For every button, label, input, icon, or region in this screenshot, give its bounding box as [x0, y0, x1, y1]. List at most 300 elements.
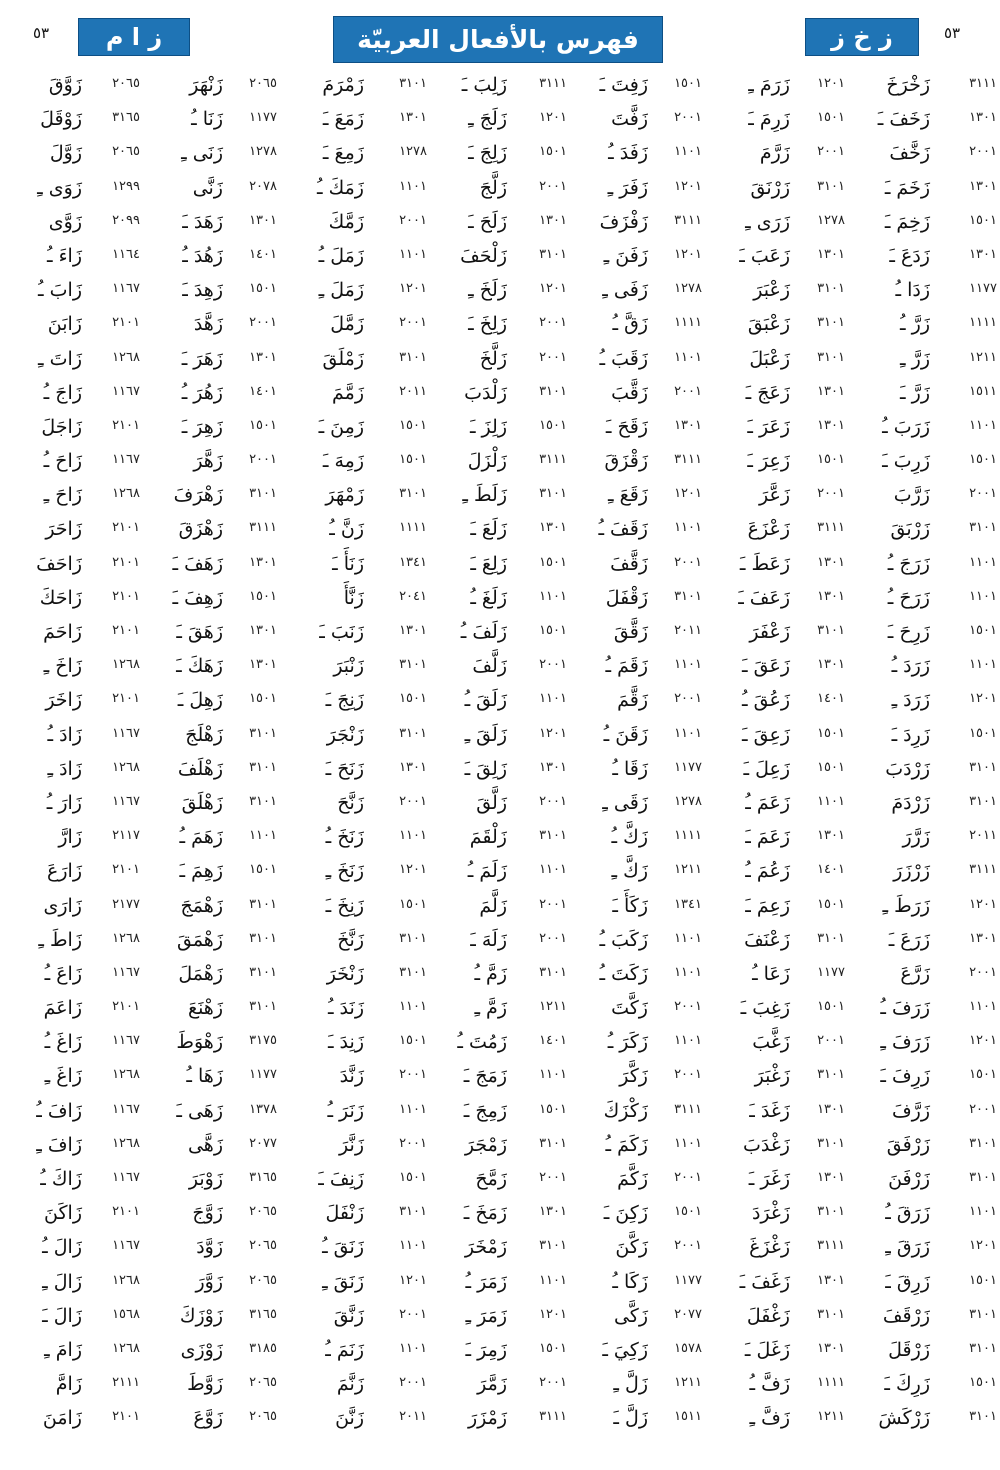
- pattern-code: ١٣٠١: [817, 246, 845, 262]
- verb-entry: زَلَّخَ: [479, 347, 507, 370]
- pattern-code: ١٥٠١: [249, 281, 277, 297]
- pattern-code: ١٥١١: [969, 383, 997, 399]
- verb-entry: زَفَدَ ـُ: [608, 142, 648, 165]
- pattern-code: ٣١٠١: [817, 349, 845, 365]
- verb-entry: زَلِبَ ـَ: [461, 74, 507, 96]
- verb-entry: زَهَكَ ـَ: [176, 655, 223, 678]
- verb-entry: زَعَا ـُ: [752, 962, 790, 985]
- verb-entry: زَهَرَ ـَ: [181, 347, 223, 370]
- verb-entry: زَهَى ـَ: [176, 1099, 223, 1122]
- index-row: [0, 1197, 1000, 1231]
- pattern-code: ١١١١: [674, 828, 702, 844]
- verb-entry: زَنَخَ ـُ: [325, 826, 364, 849]
- verb-entry: زَلَقَ ـِ: [464, 723, 507, 746]
- verb-entry: زَعَقَ ـَ: [742, 655, 790, 678]
- verb-entry: زَاجَلَ: [41, 415, 82, 438]
- pattern-code: ٣١٠١: [249, 896, 277, 912]
- pattern-code: ٢٠٩٩: [112, 212, 140, 228]
- pattern-code: ٣١٠١: [399, 486, 427, 502]
- pattern-code: ١٣٤١: [674, 896, 702, 912]
- pattern-code: ١١٠١: [674, 1033, 702, 1049]
- pattern-code: ١٢٦٨: [112, 1272, 140, 1288]
- verb-entry: زَهُدَ ـُ: [182, 244, 223, 267]
- pattern-code: ١٢٦٨: [112, 1340, 140, 1356]
- index-row: [0, 1095, 1000, 1129]
- pattern-code: ١٣٠١: [817, 554, 845, 570]
- verb-entry: زَلَجَ ـِ: [468, 108, 507, 131]
- pattern-code: ١١٠١: [674, 725, 702, 741]
- pattern-code: ١٥٠١: [969, 725, 997, 741]
- verb-entry: زَعَجَ ـَ: [745, 381, 790, 404]
- verb-entry: زَافَ ـِ: [36, 1133, 82, 1156]
- pattern-code: ١٥٧٨: [674, 1340, 702, 1356]
- pattern-code: ٣١٠١: [969, 759, 997, 775]
- verb-entry: زَلَفَ ـُ: [460, 621, 507, 643]
- verb-entry: زَمَّرَ: [477, 1373, 507, 1396]
- verb-entry: زَكَا ـُ: [612, 1270, 648, 1293]
- pattern-code: ١٢٠١: [539, 725, 567, 741]
- verb-entry: زَفِتَ ـَ: [599, 74, 648, 96]
- verb-entry: زَلَّجَ: [479, 176, 507, 199]
- pattern-code: ٣١٠١: [969, 1135, 997, 1151]
- pattern-code: ١١٠١: [399, 1101, 427, 1117]
- verb-entry: زَرْنَقَ: [750, 176, 790, 199]
- verb-entry: زَغْرَدَ: [751, 1202, 790, 1225]
- verb-entry: زَرَّ ـُ: [900, 313, 930, 336]
- pattern-code: ٣١٠١: [539, 828, 567, 844]
- verb-entry: زَعْبَرَ: [753, 279, 790, 302]
- pattern-code: ١١٠١: [399, 1340, 427, 1356]
- verb-entry: زَقَنَ ـُ: [603, 723, 648, 746]
- pattern-code: ٢٠٦٥: [249, 1272, 277, 1288]
- verb-entry: زَرِكَ ـَ: [884, 1373, 930, 1396]
- pattern-code: ٣١٠١: [969, 520, 997, 536]
- verb-entry: زَافَ ـُ: [36, 1099, 82, 1122]
- verb-entry: زَمَّلَ: [330, 313, 364, 336]
- verb-entry: زَنَّحَ: [337, 791, 364, 814]
- verb-entry: زَوَّلَ: [49, 142, 82, 165]
- verb-entry: زَرْكَشَ: [878, 1407, 930, 1430]
- verb-entry: زَنَرَ ـُ: [327, 1099, 364, 1122]
- verb-entry: زَهْرَفَ: [173, 484, 223, 507]
- pattern-code: ١١٠١: [539, 1067, 567, 1083]
- pattern-code: ٣١٠١: [969, 1409, 997, 1425]
- verb-entry: زَنَدَ ـُ: [327, 997, 364, 1020]
- verb-entry: زَغْفَلَ: [746, 1304, 790, 1327]
- index-row: [0, 548, 1000, 582]
- verb-entry: زَعَبَ ـَ: [739, 244, 790, 267]
- pattern-code: ١١٠١: [969, 554, 997, 570]
- pattern-code: ٢٠٠١: [817, 486, 845, 502]
- pattern-code: ٣١٠١: [399, 930, 427, 946]
- pattern-code: ١٤٠١: [817, 691, 845, 707]
- index-row: [0, 274, 1000, 308]
- verb-entry: زَرْبَقَ: [890, 518, 930, 541]
- pattern-code: ١٣٠١: [817, 1101, 845, 1117]
- pattern-code: ١٢٧٨: [249, 144, 277, 160]
- verb-entry: زَقَى ـِ: [602, 791, 648, 814]
- pattern-code: ٢٠٦٥: [249, 1204, 277, 1220]
- verb-entry: زَهْلَقَ: [181, 791, 223, 814]
- pattern-code: ٣١٠١: [817, 1204, 845, 1220]
- pattern-code: ١٥٠١: [817, 999, 845, 1015]
- pattern-code: ٢١٠١: [112, 417, 140, 433]
- verb-entry: زَقَّبَ: [611, 381, 648, 404]
- pattern-code: ٢١٠١: [112, 999, 140, 1015]
- verb-entry: زَرَقَ ـُ: [885, 1202, 930, 1225]
- verb-entry: زَفَنَ ـِ: [603, 244, 648, 267]
- verb-entry: زَعْبَقَ: [747, 313, 790, 336]
- pattern-code: ١٣٠١: [399, 759, 427, 775]
- verb-entry: زَكَمَ ـُ: [605, 1133, 648, 1156]
- verb-entry: زَمَكَ ـُ: [317, 176, 364, 199]
- verb-entry: زَعِرَ ـَ: [747, 450, 790, 473]
- pattern-code: ٢٠١١: [969, 828, 997, 844]
- verb-entry: زَهْلَجَ: [185, 723, 223, 746]
- verb-entry: زَمَعَ ـَ: [322, 108, 364, 131]
- pattern-code: ١١٦٧: [112, 383, 140, 399]
- pattern-code: ١١٦٧: [112, 281, 140, 297]
- pattern-code: ٣١٠١: [249, 793, 277, 809]
- pattern-code: ١٢٦٨: [112, 349, 140, 365]
- pattern-code: ٣١٦٥: [249, 1306, 277, 1322]
- verb-entry: زَعَرَ ـَ: [747, 415, 790, 438]
- verb-entry: زَاحَرَ: [45, 518, 82, 541]
- pattern-code: ١١٦٧: [112, 725, 140, 741]
- pattern-code: ٣١٠١: [539, 964, 567, 980]
- index-row: [0, 1402, 1000, 1436]
- verb-entry: زَعْبَلَ: [749, 347, 790, 370]
- pattern-code: ٢١٠١: [112, 1409, 140, 1425]
- pattern-code: ١٣٤١: [399, 554, 427, 570]
- verb-entry: زَاكَ ـُ: [40, 1168, 82, 1190]
- verb-entry: زَمَلَ ـِ: [318, 279, 364, 302]
- pattern-code: ٢٠٠١: [539, 1375, 567, 1391]
- verb-entry: زَهِمَ ـَ: [179, 860, 223, 883]
- verb-entry: زَهَا ـُ: [186, 1065, 223, 1088]
- verb-entry: زَفْزَفَ: [599, 210, 648, 233]
- pattern-code: ١٢٠١: [539, 281, 567, 297]
- verb-entry: زَارَعَ: [47, 860, 82, 883]
- verb-entry: زَمِنَ ـَ: [318, 415, 364, 438]
- verb-entry: زَكَّتَ: [611, 997, 648, 1020]
- verb-entry: زَاءَ ـُ: [47, 244, 82, 267]
- verb-entry: زَاطَ ـِ: [38, 928, 82, 951]
- pattern-code: ١٥٠١: [539, 623, 567, 638]
- verb-entry: زَوْبَرَ: [188, 1168, 223, 1190]
- verb-entry: زَقَبَ ـُ: [599, 347, 648, 370]
- verb-entry: زَفَّ ـُ: [749, 1373, 790, 1396]
- verb-entry: زَلِزَ ـَ: [469, 415, 507, 438]
- pattern-code: ٣١١١: [249, 520, 277, 536]
- verb-entry: زَابَ ـُ: [38, 279, 82, 302]
- pattern-code: ٢٠٠١: [539, 1170, 567, 1185]
- verb-entry: زَهَّرَ: [193, 450, 223, 473]
- verb-entry: زَوْزَى: [180, 1338, 223, 1361]
- pattern-code: ١٣٠١: [817, 1340, 845, 1356]
- pattern-code: ١٥٠١: [539, 1101, 567, 1117]
- verb-entry: زَنَبَ ـَ: [319, 621, 364, 643]
- pattern-code: ١١١١: [817, 1375, 845, 1391]
- pattern-code: ٣١٠١: [817, 623, 845, 638]
- pattern-code: ٣١٠١: [249, 725, 277, 741]
- pattern-code: ٢٠١١: [399, 1409, 427, 1425]
- verb-entry: زَرْفَقَ: [886, 1133, 930, 1156]
- pattern-code: ١٣٠١: [817, 828, 845, 844]
- verb-entry: زَرَفَ ـُ: [880, 997, 930, 1020]
- pattern-code: ١٥٠١: [969, 1375, 997, 1391]
- index-row: [0, 1334, 1000, 1368]
- verb-entry: زَاعَ ـُ: [44, 962, 82, 985]
- pattern-code: ٢٠٠١: [399, 1306, 427, 1322]
- pattern-code: ١٥٠١: [969, 1272, 997, 1288]
- verb-entry: زَقَفَ ـُ: [598, 518, 648, 541]
- verb-entry: زَرَّعَ: [900, 962, 930, 985]
- pattern-code: ١٢٦٨: [112, 759, 140, 775]
- verb-entry: زَنْفَلَ: [325, 1202, 364, 1225]
- pattern-code: ٢٠٠١: [399, 1135, 427, 1151]
- pattern-code: ٣١٠١: [817, 1067, 845, 1083]
- verb-entry: زَرَّ ـِ: [900, 347, 930, 370]
- pattern-code: ١١٠١: [969, 657, 997, 673]
- verb-entry: زَغْزَغَ: [749, 1236, 790, 1259]
- pattern-code: ١٣٠١: [969, 246, 997, 262]
- verb-entry: زَلَّفَ: [472, 655, 507, 678]
- pattern-code: ١٥٠١: [674, 76, 702, 91]
- pattern-code: ١٥٠١: [539, 554, 567, 570]
- verb-entry: زَقَحَ ـَ: [605, 415, 648, 438]
- verb-entry: زَخِمَ ـَ: [884, 210, 930, 233]
- pattern-code: ٢٠٠١: [399, 793, 427, 809]
- pattern-code: ١٥٠١: [399, 1170, 427, 1185]
- index-row: [0, 650, 1000, 684]
- pattern-code: ١٥٠١: [249, 417, 277, 433]
- verb-entry: زَرْدَمَ: [891, 791, 930, 814]
- pattern-code: ٢١٧٧: [112, 896, 140, 912]
- verb-entry: زَكَّنَ: [615, 1236, 648, 1259]
- verb-entry: زَمَجَ ـَ: [463, 1065, 507, 1088]
- verb-entry: زَارَّ: [58, 826, 82, 849]
- pattern-code: ٢١١١: [112, 1375, 140, 1391]
- verb-entry: زَمَّكَ: [328, 210, 364, 233]
- verb-entry: زَنَى ـِ: [181, 142, 223, 165]
- verb-entry: زَاحَ ـِ: [43, 484, 82, 507]
- pattern-code: ٢٠٦٥: [112, 76, 140, 91]
- verb-entry: زَخْرَخَ: [886, 74, 930, 96]
- pattern-code: ١٥٠١: [399, 896, 427, 912]
- pattern-code: ٢٠١١: [674, 623, 702, 638]
- verb-entry: زَلِخَ ـَ: [468, 313, 507, 336]
- verb-entry: زَكَّ ـُ: [611, 826, 648, 849]
- verb-entry: زَعَّرَ: [759, 484, 790, 507]
- pattern-code: ١١١١: [399, 520, 427, 536]
- verb-entry: زَرِقَ ـَ: [885, 1270, 930, 1293]
- pattern-code: ٢٠٠١: [539, 349, 567, 365]
- pattern-code: ٣١٠١: [399, 349, 427, 365]
- verb-entry: زَفَّتَ: [611, 108, 648, 131]
- verb-entry: زَلِقَ ـَ: [464, 757, 507, 780]
- pattern-code: ٣١١١: [817, 520, 845, 536]
- pattern-code: ٣١٠١: [399, 1204, 427, 1220]
- verb-entry: زَهْمَجَ: [180, 894, 223, 917]
- verb-entry: زَوَّرَ: [195, 1270, 223, 1293]
- pattern-code: ٣١٦٥: [249, 1170, 277, 1185]
- pattern-code: ١٥٠١: [539, 1340, 567, 1356]
- pattern-code: ١١٠١: [539, 1272, 567, 1288]
- pattern-code: ١١٦٧: [112, 1101, 140, 1117]
- pattern-code: ٣١٠١: [399, 725, 427, 741]
- pattern-code: ٢٠٠١: [674, 1067, 702, 1083]
- pattern-code: ١١٦٧: [112, 793, 140, 809]
- pattern-code: ٢١٠١: [112, 1204, 140, 1220]
- verb-entry: زَدَعَ ـَ: [889, 244, 930, 267]
- pattern-code: ١١٧٧: [674, 759, 702, 775]
- verb-entry: زَكَرَ ـُ: [607, 1031, 648, 1054]
- pattern-code: ١٣٠١: [817, 1272, 845, 1288]
- pattern-code: ١١٠١: [399, 246, 427, 262]
- pattern-code: ٣١٠١: [969, 793, 997, 809]
- index-row: [0, 513, 1000, 547]
- pattern-code: ١٢٠١: [399, 862, 427, 878]
- verb-entry: زَمِجَ ـَ: [463, 1099, 507, 1122]
- pattern-code: ٢٠٠١: [399, 315, 427, 331]
- pattern-code: ١٥٠١: [399, 691, 427, 707]
- verb-entry: زَعَمَ ـَ: [745, 826, 790, 849]
- pattern-code: ٣١٠١: [817, 315, 845, 331]
- verb-entry: زَعُقَ ـُ: [742, 689, 790, 712]
- pattern-code: ٢٠٠١: [817, 1033, 845, 1049]
- pattern-code: ١٢٦٨: [112, 657, 140, 673]
- pattern-code: ١٢١١: [674, 1375, 702, 1391]
- pattern-code: ٢٠٠١: [539, 315, 567, 331]
- verb-entry: زَمَرَ ـُ: [465, 1270, 507, 1293]
- pattern-code: ١١٦٧: [112, 1033, 140, 1049]
- verb-entry: زَرَمَ ـِ: [748, 74, 790, 96]
- pattern-code: ٢٠٠١: [674, 554, 702, 570]
- verb-entry: زَرَدَ ـِ: [891, 689, 930, 712]
- pattern-code: ٣١٠١: [249, 759, 277, 775]
- pattern-code: ١٥٠١: [674, 1204, 702, 1220]
- pattern-code: ٢٠٧٨: [249, 178, 277, 194]
- pattern-code: ١٣٠١: [539, 1204, 567, 1220]
- pattern-code: ١٥٠١: [539, 144, 567, 160]
- pattern-code: ١٥٠١: [817, 452, 845, 468]
- index-row: [0, 1231, 1000, 1265]
- pattern-code: ٢٠٦٥: [249, 76, 277, 91]
- pattern-code: ١٢٠١: [674, 486, 702, 502]
- pattern-code: ٢٠٠١: [674, 1238, 702, 1254]
- pattern-code: ٣١٠١: [969, 1306, 997, 1322]
- verb-entry: زَخَّفَ: [889, 142, 930, 165]
- pattern-code: ٣١٠١: [249, 999, 277, 1015]
- verb-entry: زَمِهَ ـَ: [322, 450, 364, 473]
- pattern-code: ٣١٠١: [249, 930, 277, 946]
- pattern-code: ٢٠٠١: [399, 1375, 427, 1391]
- pattern-code: ٢٠٦٥: [249, 1409, 277, 1425]
- verb-entry: زَلْقَمَ: [469, 826, 507, 849]
- pattern-code: ١١٠١: [817, 793, 845, 809]
- verb-entry: زَغْبَرَ: [754, 1065, 790, 1088]
- verb-entry: زَوَّقَ: [48, 74, 82, 96]
- verb-entry: زَنَّرَ: [339, 1133, 364, 1156]
- pattern-code: ١١٦٤: [112, 246, 140, 262]
- verb-entry: زَهَّى: [187, 1133, 223, 1156]
- verb-entry: زَعْزَعَ: [747, 518, 790, 541]
- verb-entry: زَهِلَ ـَ: [177, 689, 223, 712]
- pattern-code: ٢٠٠١: [539, 930, 567, 946]
- pattern-code: ٣١٦٥: [112, 110, 140, 126]
- pattern-code: ٢٠٠١: [539, 657, 567, 673]
- page-number-right: ٥٣: [944, 24, 961, 42]
- verb-entry: زَمْرَمَ: [322, 74, 364, 96]
- pattern-code: ١١٠١: [539, 691, 567, 707]
- pattern-code: ٢٠٠١: [249, 315, 277, 331]
- pattern-code: ٣١١١: [969, 76, 997, 91]
- pattern-code: ١٣٠١: [249, 623, 277, 638]
- verb-entry: زَمُتَ ـُ: [457, 1031, 507, 1054]
- verb-entry: زَفَرَ ـِ: [607, 176, 648, 199]
- pattern-code: ١١٠١: [674, 144, 702, 160]
- pattern-code: ٢٠٠١: [674, 110, 702, 126]
- verb-entry: زَالَ ـِ: [42, 1270, 82, 1293]
- pattern-code: ١٢٠١: [817, 76, 845, 91]
- verb-entry: زَادَ ـِ: [47, 757, 82, 780]
- verb-entry: زَكَّى: [613, 1304, 648, 1327]
- verb-entry: زَنَقَ ـِ: [322, 1270, 364, 1293]
- pattern-code: ١١٦٧: [112, 1170, 140, 1185]
- verb-entry: زَهْزَقَ: [178, 518, 223, 541]
- pattern-code: ١٢٦٨: [112, 1067, 140, 1083]
- verb-entry: زَهْمَقَ: [176, 928, 223, 951]
- verb-entry: زَكِيَ ـَ: [602, 1338, 648, 1361]
- verb-entry: زَنَقَ ـُ: [322, 1236, 364, 1259]
- index-row: [0, 411, 1000, 445]
- verb-entry: زَغَفَ ـَ: [739, 1270, 790, 1293]
- index-row: [0, 787, 1000, 821]
- verb-entry: زَنَّدَ: [339, 1065, 364, 1088]
- pattern-code: ٢٠٠١: [674, 383, 702, 399]
- verb-entry: زَوَّى: [48, 210, 82, 233]
- pattern-code: ١٢٦٨: [112, 1135, 140, 1151]
- verb-entry: زَرَطَ ـِ: [882, 894, 930, 917]
- pattern-code: ٣١٠١: [539, 383, 567, 399]
- verb-entry: زَاغَ ـُ: [44, 1031, 82, 1054]
- verb-entry: زَلَّ ـَ: [613, 1407, 648, 1430]
- verb-entry: زَهْوَطَ: [176, 1031, 223, 1054]
- pattern-code: ٣١٠١: [399, 76, 427, 91]
- pattern-code: ٣١٠١: [969, 1170, 997, 1185]
- page-header: [0, 0, 1000, 80]
- pattern-code: ١١٠١: [249, 828, 277, 844]
- verb-entry: زَاخَ ـِ: [43, 655, 82, 678]
- index-row: [0, 1129, 1000, 1163]
- verb-entry: زَقَّ ـُ: [612, 313, 648, 336]
- verb-entry: زَلِجَ ـَ: [468, 142, 507, 165]
- verb-entry: زَنَّأَ: [343, 586, 364, 609]
- pattern-code: ١٣٠١: [969, 930, 997, 946]
- pattern-code: ١١٠١: [674, 1135, 702, 1151]
- verb-entry: زَلْزَلَ: [467, 450, 507, 473]
- pattern-code: ١١٠١: [399, 178, 427, 194]
- verb-entry: زَرَفَ ـِ: [880, 1031, 930, 1054]
- verb-entry: زَمْهَرَ: [325, 484, 364, 507]
- pattern-code: ١١٠١: [399, 828, 427, 844]
- pattern-code: ١١٧٧: [249, 110, 277, 126]
- verb-entry: زَهَدَ ـَ: [182, 210, 223, 233]
- pattern-code: ٣١٠١: [817, 1306, 845, 1322]
- pattern-code: ١٤٠١: [817, 862, 845, 878]
- pattern-code: ٣١٠١: [249, 486, 277, 502]
